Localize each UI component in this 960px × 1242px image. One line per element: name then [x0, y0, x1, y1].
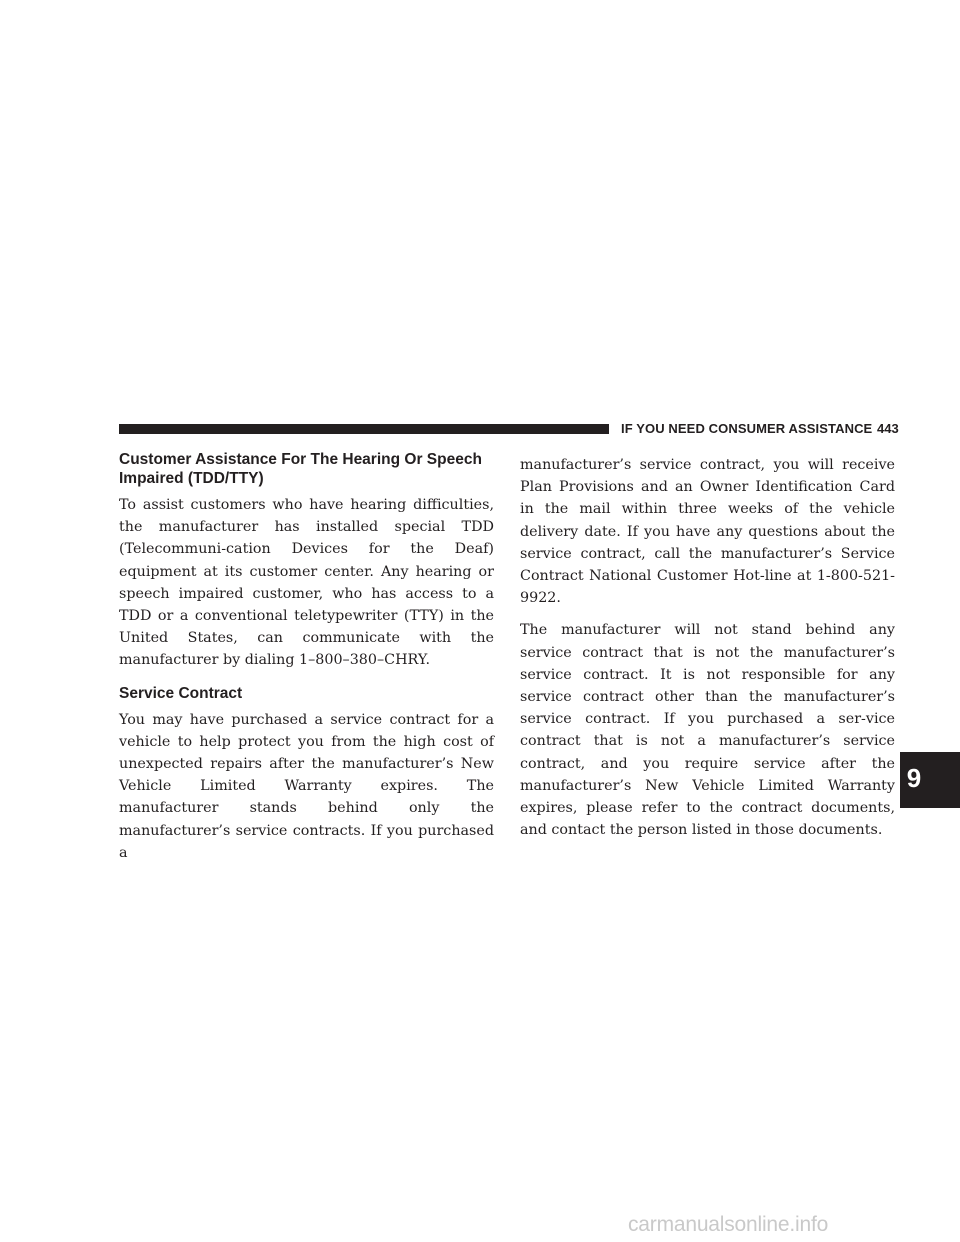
paragraph-non-manufacturer-contract: The manufacturer will not stand behind any service contract that is not the manufacturer’s service contract. It is not responsible for any service contract other than the manufacturer’s service contract. If you purchased a ser-vice contract that is not a manufacturer’s service contract, and you require service after the manufacturer’s New Vehicle Limited Warranty expires, please refer to the contract documents, and contact the person listed in those documents.	[520, 622, 895, 839]
chapter-number: 9	[906, 763, 922, 793]
right-column	[520, 454, 895, 851]
header-rule	[119, 424, 609, 434]
page-number: 443	[877, 421, 899, 436]
section-heading-tdd-tty	[119, 450, 494, 488]
paragraph-tdd-tty: To assist customers who have hearing difficulties, the manufacturer has installed special TDD (Telecommuni-cation Devices for the Deaf) equipment at its customer center. Any hearing or speech impaired customer, who has access to a TDD or a conventional teletypewriter (TTY) in the United States, can communicate with the manufacturer by dialing 1–800–380–CHRY.	[119, 497, 494, 669]
watermark: carmanualsonline.info	[628, 1213, 829, 1236]
heading-line-1: Customer Assistance For The Hearing Or Speech	[119, 451, 482, 468]
left-column	[119, 450, 494, 874]
paragraph-service-contract: You may have purchased a service contract for a vehicle to help protect you from the high cost of unexpected repairs after the manufacturer’s New Vehicle Limited Warranty expires. The manufacturer stands behind only the manufacturer’s service contracts. If you purchased a	[119, 711, 494, 861]
heading-line-2: Impaired (TDD/TTY)	[119, 470, 264, 487]
paragraph-service-contract-continued: manufacturer’s service contract, you will receive Plan Provisions and an Owner Identification Card in the mail within three weeks of the vehicle delivery date. If you have any questions about the service contract, call the manufacturer’s Service Contract National Customer Hot-line at 1-800-521-9922.	[520, 457, 895, 607]
running-header-title: IF YOU NEED CONSUMER ASSISTANCE	[621, 421, 873, 436]
section-heading-service-contract: Service Contract	[119, 684, 243, 702]
